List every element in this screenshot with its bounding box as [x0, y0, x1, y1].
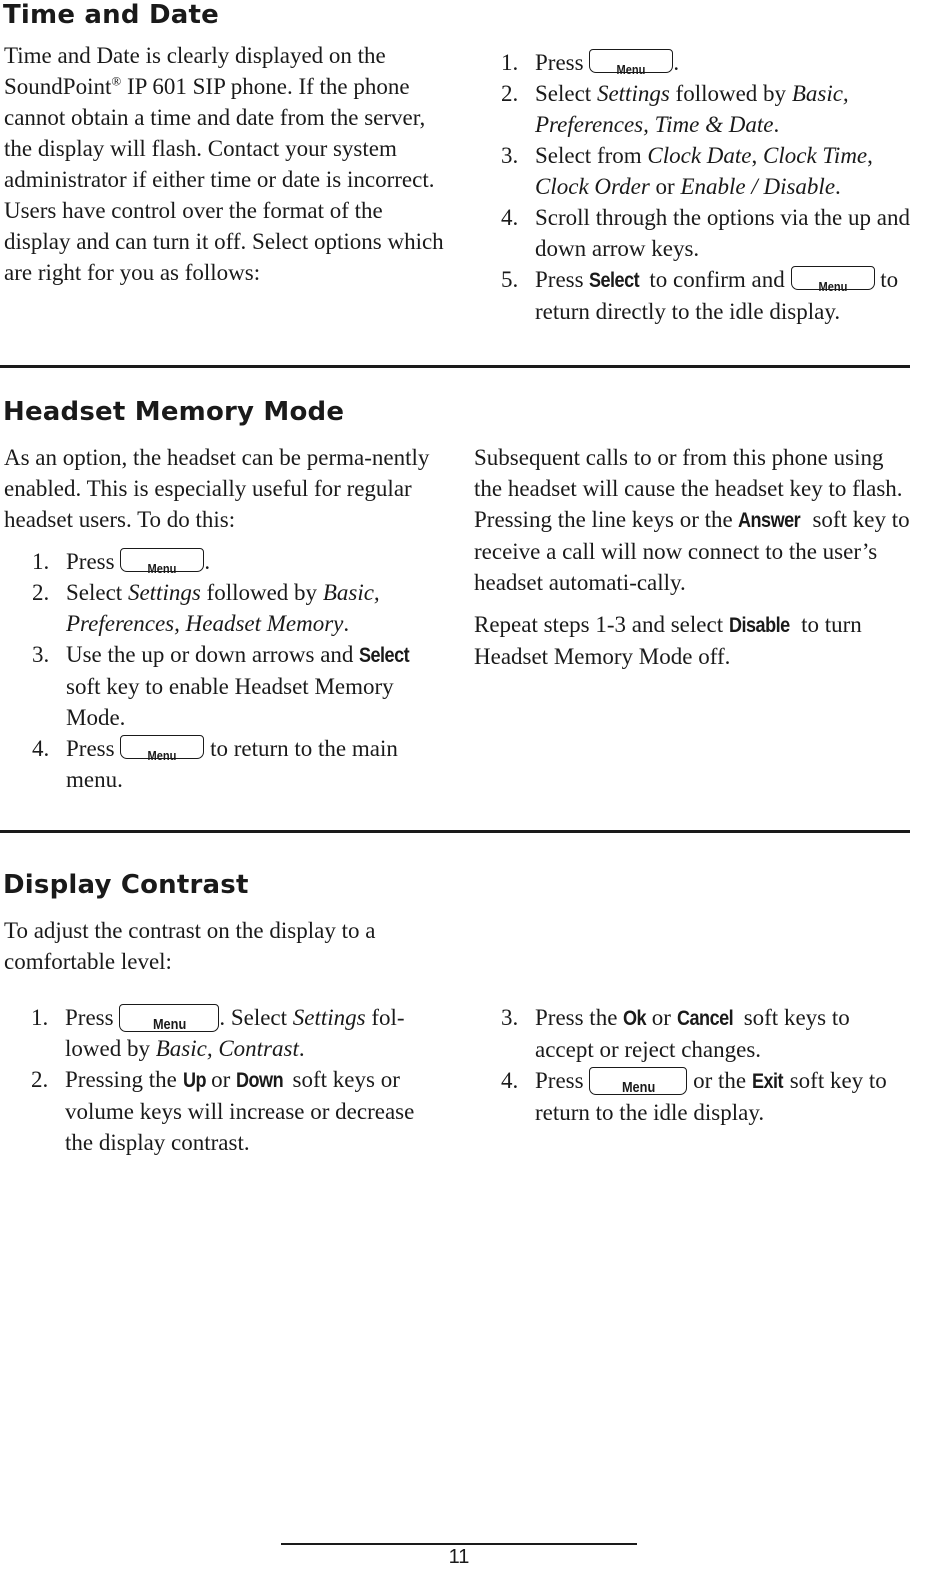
time-date-intro: Time and Date is clearly displayed on the SoundPoint® IP 601 SIP phone. If the phone cannot obtain a time and date from the server, the display will flash. Contact your system administrator if either time or date is incorrect. Users have control over the format of the display and can turn it off. Select options which are right for you as follows: [4, 43, 444, 285]
list-item: 3. Select from Clock Date, Clock Time, Clock Order or Enable / Disable. [501, 143, 873, 199]
menu-key-icon: Menu [120, 548, 204, 572]
menu-key-icon: Menu [589, 1067, 687, 1095]
headset-steps [32, 546, 440, 795]
footer-rule [281, 1543, 637, 1545]
section-divider [0, 365, 910, 368]
list-item: 4. Press Menu to return to the main menu. [32, 736, 398, 792]
softkey-label-down: Down [236, 1069, 284, 1092]
menu-key-icon: Menu [120, 735, 204, 759]
menu-key-icon: Menu [119, 1004, 219, 1032]
menu-key-icon: Menu [589, 49, 673, 73]
contrast-intro-column [4, 915, 434, 977]
softkey-label-up: Up [182, 1069, 206, 1092]
softkey-label-select: Select [359, 644, 410, 667]
softkey-label-disable: Disable [728, 614, 790, 637]
time-date-steps-column [501, 47, 921, 327]
list-item: 1. Press Menu . Select Settings fol-lowed by Basic, Contrast. [31, 1005, 405, 1061]
softkey-label-ok: Ok [623, 1007, 647, 1030]
contrast-steps-1-2 [31, 1002, 441, 1158]
time-date-steps [501, 47, 921, 327]
headset-right-column [474, 442, 914, 672]
menu-key-icon: Menu [791, 266, 875, 290]
list-item: 3. Press the Ok or Cancel soft keys to accept or reject changes. [501, 1005, 850, 1062]
headset-intro: As an option, the headset can be perma-nently enabled. This is especially useful for regular headset users. To do this: [4, 445, 430, 532]
headset-paragraph-2: Repeat steps 1-3 and select Disable to turn Headset Memory Mode off. [474, 612, 862, 669]
list-item: 4. Press Menu or the Exit soft key to return to the idle display. [501, 1068, 887, 1125]
softkey-label-select: Select [589, 269, 640, 292]
contrast-steps-3-4 [501, 1002, 911, 1128]
softkey-label-answer: Answer [738, 509, 801, 532]
contrast-left-steps [31, 1002, 441, 1158]
page-number: 11 [448, 1546, 470, 1568]
list-item: 2. Select Settings followed by Basic, Preferences, Time & Date. [501, 81, 849, 137]
headset-paragraph-1: Subsequent calls to or from this phone using the headset will cause the headset key to flash. Pressing the line keys or the Answer soft key to receive a call will now connect to the user’s headset automati-cally. [474, 445, 910, 595]
headset-left-column [4, 442, 440, 795]
list-item: 5. Press Select to confirm and Menu to return directly to the idle display. [501, 267, 899, 324]
section-divider [0, 830, 910, 833]
time-date-intro-column [4, 40, 444, 288]
section-heading-time-and-date: Time and Date [3, 0, 219, 30]
contrast-right-steps [501, 1002, 911, 1128]
contrast-intro: To adjust the contrast on the display to a comfortable level: [4, 918, 376, 974]
section-heading-display-contrast: Display Contrast [3, 870, 249, 900]
list-item: 3. Use the up or down arrows and Select soft key to enable Headset Memory Mode. [32, 642, 410, 730]
list-item: 1. Press Menu . [501, 50, 680, 77]
softkey-label-exit: Exit [751, 1070, 783, 1093]
softkey-label-cancel: Cancel [676, 1007, 733, 1030]
list-item: 2. Select Settings followed by Basic, Preferences, Headset Memory. [32, 580, 380, 636]
section-heading-headset-memory-mode: Headset Memory Mode [3, 397, 345, 427]
list-item: 1. Press Menu . [32, 549, 211, 576]
list-item: 4. Scroll through the options via the up and down arrow keys. [501, 205, 910, 261]
list-item: 2. Pressing the Up or Down soft keys or volume keys will increase or decrease the display contrast. [31, 1067, 415, 1155]
